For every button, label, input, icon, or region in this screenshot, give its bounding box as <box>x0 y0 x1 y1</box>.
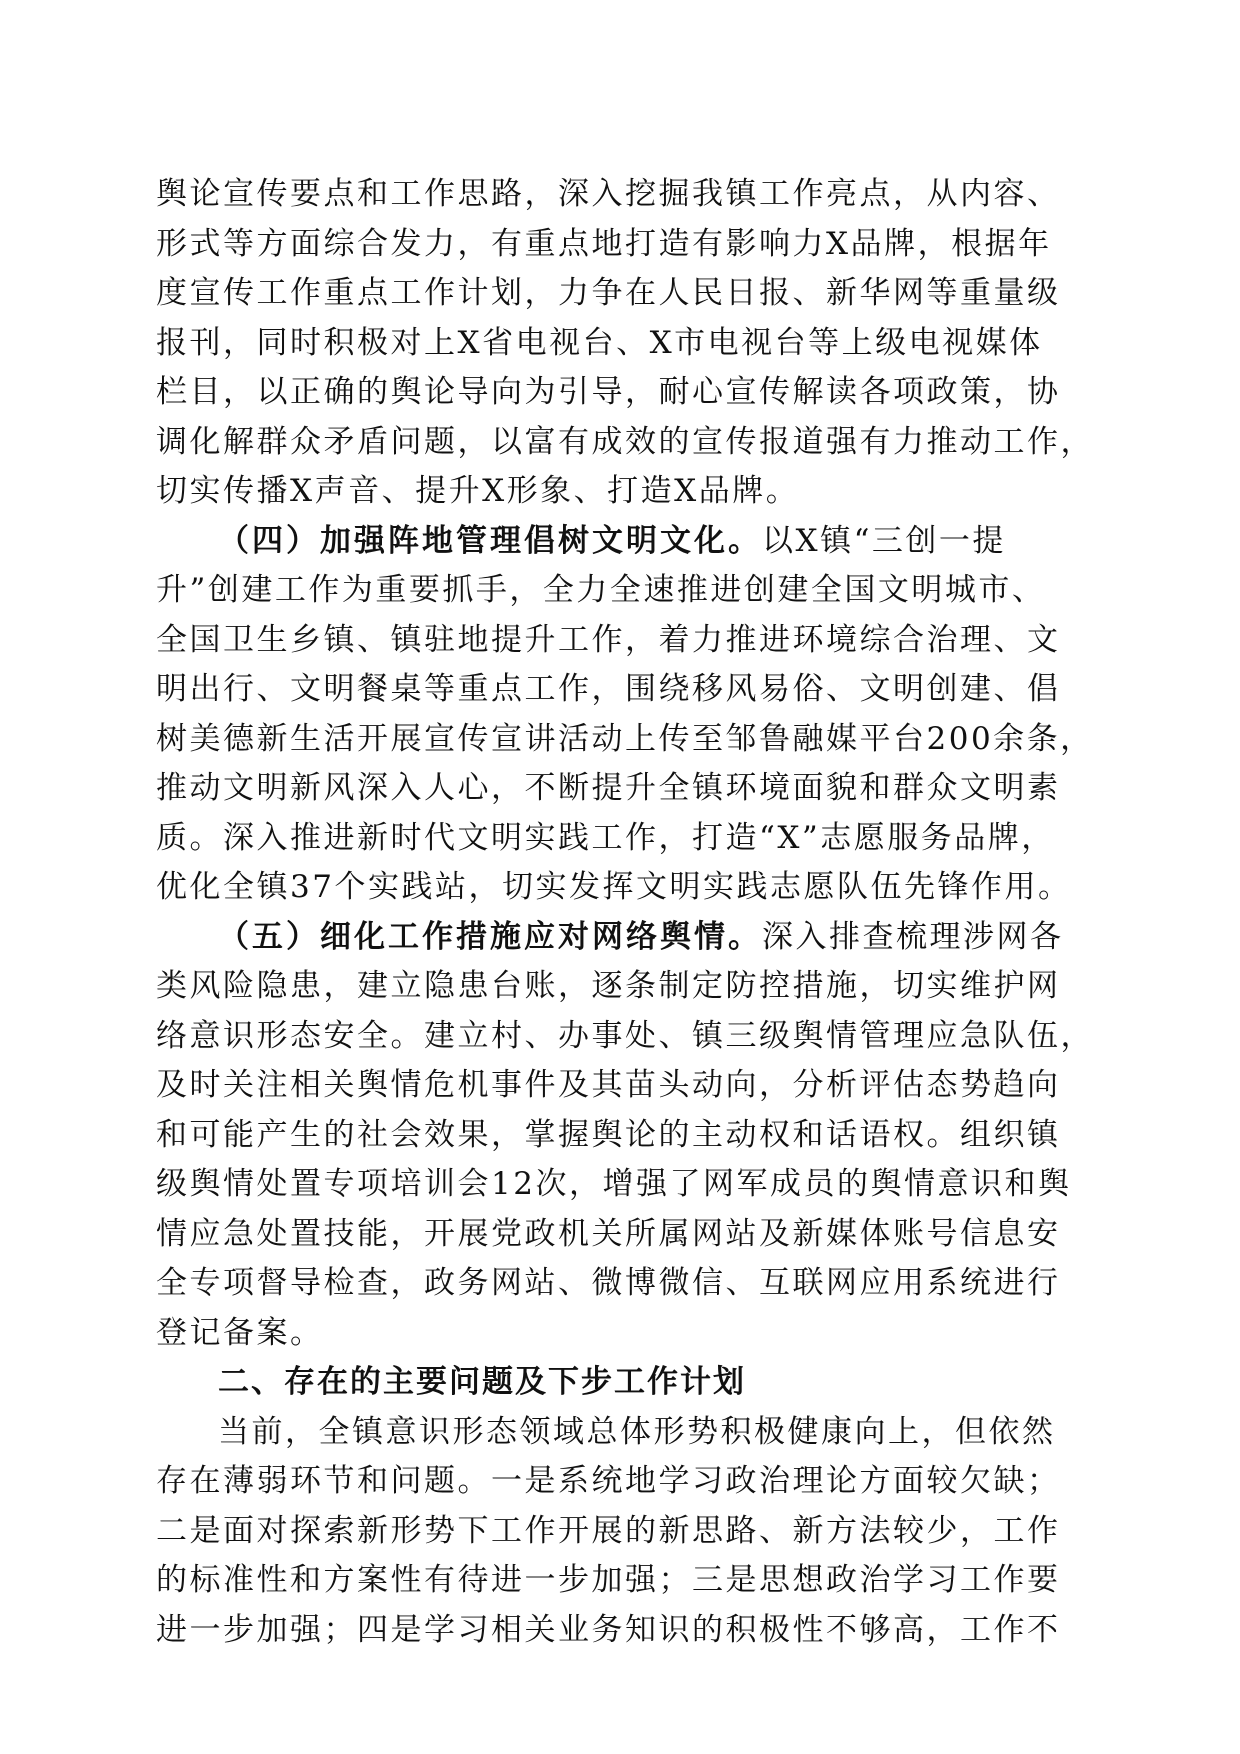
text-line: 络意识形态安全。建立村、办事处、镇三级舆情管理应急队伍， <box>156 1017 1094 1054</box>
section-5-first-line <box>156 913 1084 963</box>
text-line: 明出行、文明餐桌等重点工作，围绕移风易俗、文明创建、倡 <box>156 671 1061 707</box>
text-line: 和可能产生的社会效果，掌握舆论的主动权和话语权。组织镇 <box>156 1116 1061 1153</box>
text-line: 优化全镇37个实践站，切实发挥文明实践志愿队伍先锋作用。 <box>156 869 1072 905</box>
section-4-first-line <box>156 517 1084 567</box>
text-line: 调化解群众矛盾问题，以富有成效的宣传报道强有力推动工作， <box>156 423 1094 460</box>
text-line: 全国卫生乡镇、镇驻地提升工作，着力推进环境综合治理、文 <box>156 621 1061 658</box>
text-line: 进一步加强；四是学习相关业务知识的积极性不够高，工作不 <box>156 1611 1061 1648</box>
text-line: 级舆情处置专项培训会12次，增强了网军成员的舆情意识和舆 <box>156 1166 1072 1202</box>
text-line: 舆论宣传要点和工作思路，深入挖掘我镇工作亮点，从内容、 <box>156 176 1061 212</box>
text-line: 质。深入推进新时代文明实践工作，打造“X”志愿服务品牌， <box>156 819 1055 856</box>
text-line: 切实传播X声音、提升X形象、打造X品牌。 <box>156 473 800 509</box>
text-line: 类风险隐患，建立隐患台账，逐条制定防控措施，切实维护网 <box>156 968 1061 1004</box>
text-line: 栏目，以正确的舆论导向为引导，耐心宣传解读各项政策，协 <box>156 374 1061 410</box>
text-line: 情应急处置技能，开展党政机关所属网站及新媒体账号信息安 <box>156 1215 1061 1252</box>
text-line: 二是面对探索新形势下工作开展的新思路、新方法较少，工作 <box>156 1512 1061 1549</box>
text-line: 形式等方面综合发力，有重点地打造有影响力X品牌，根据年 <box>156 225 1052 262</box>
text-line: 树美德新生活开展宣传宣讲活动上传至邹鲁融媒平台200余条， <box>156 720 1094 757</box>
section-4-first-line-text: 以X镇“三创一提 <box>762 522 1006 559</box>
section-two-heading: 二、存在的主要问题及下步工作计划 <box>218 1364 746 1400</box>
text-line: 及时关注相关舆情危机事件及其苗头动向，分析评估态势趋向 <box>156 1067 1061 1103</box>
text-line: 当前，全镇意识形态领域总体形势积极健康向上，但依然 <box>218 1413 1056 1450</box>
text-line: 全专项督导检查，政务网站、微博微信、互联网应用系统进行 <box>156 1265 1061 1301</box>
section-5-first-line-text: 深入排查梳理涉网各 <box>762 918 1064 955</box>
document-body <box>156 170 1094 1655</box>
text-line: 升”创建工作为重要抓手，全力全速推进创建全国文明城市、 <box>156 572 1046 608</box>
text-line: 的标准性和方案性有待进一步加强；三是思想政治学习工作要 <box>156 1562 1061 1598</box>
text-line: 推动文明新风深入人心，不断提升全镇环境面貌和群众文明素 <box>156 770 1061 806</box>
text-line: 存在薄弱环节和问题。一是系统地学习政治理论方面较欠缺； <box>156 1463 1061 1499</box>
section-5-heading: （五）细化工作措施应对网络舆情。 <box>218 918 762 955</box>
text-line: 度宣传工作重点工作计划，力争在人民日报、新华网等重量级 <box>156 275 1061 311</box>
section-4-heading: （四）加强阵地管理倡树文明文化。 <box>218 522 762 559</box>
text-line: 登记备案。 <box>156 1314 324 1351</box>
text-line: 报刊，同时积极对上X省电视台、X市电视台等上级电视媒体 <box>156 324 1043 361</box>
